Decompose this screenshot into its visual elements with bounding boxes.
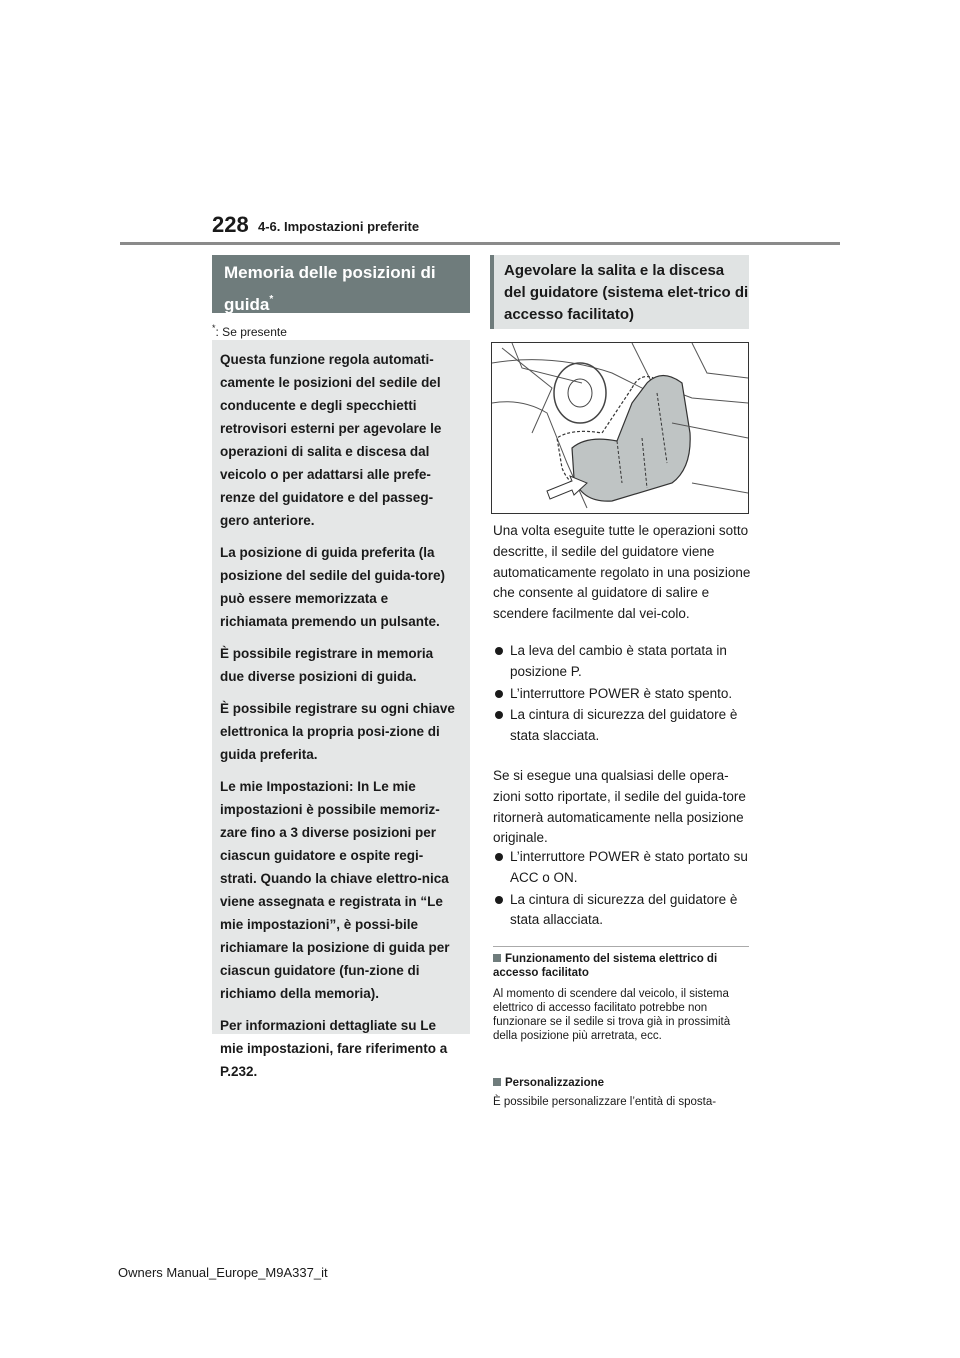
left-section-header	[212, 255, 470, 313]
list-item-text: La leva del cambio è stata portata in posizione P.	[510, 643, 727, 679]
bullet-list-1	[493, 641, 751, 747]
footnote-asterisk: *	[212, 323, 216, 333]
summary-paragraph: La posizione di guida preferita (la posizione del sedile del guida-tore) può essere memorizzata e richiamata premendo un pulsante.	[220, 545, 446, 629]
summary-box	[212, 340, 470, 1079]
intro-paragraph: Una volta eseguite tutte le operazioni sotto descritte, il sedile del guidatore viene automaticamente regolato in una posizione che consente al guidatore di salire e scendere facilmente dal vei-colo.	[493, 523, 751, 622]
bullet-list-2	[493, 847, 751, 931]
summary-paragraph: È possibile registrare su ogni chiave elettronica la propria posi-zione di guida preferita.	[220, 701, 455, 762]
title-asterisk: *	[269, 294, 274, 305]
note-1-text: Al momento di scendere dal veicolo, il sistema elettrico di accesso facilitato potrebbe non funzionare se il sedile si trova già in prossimità della posizione più arretrata, ecc.	[493, 988, 731, 1042]
section-title: 4-6. Impostazioni preferite	[258, 219, 420, 234]
list-item	[493, 641, 751, 683]
note-divider	[493, 946, 749, 947]
summary-paragraph: Per informazioni dettagliate su Le mie impostazioni, fare riferimento a P.232.	[220, 1018, 448, 1079]
right-section-header: Agevolare la salita e la discesa del guidatore (sistema elet-trico di accesso facilitato)	[490, 255, 749, 329]
square-bullet-icon	[493, 1078, 501, 1086]
footnote	[212, 323, 287, 339]
list-item-text: La cintura di sicurezza del guidatore è stata slacciata.	[510, 707, 738, 744]
footnote-text: : Se presente	[215, 325, 287, 339]
note-1-heading	[493, 952, 749, 980]
bullet-icon	[495, 853, 503, 861]
page-number: 228	[212, 212, 249, 237]
left-section-title: Memoria delle posizioni di guida	[224, 263, 436, 314]
note-2-text: È possibile personalizzare l’entità di sposta-	[493, 1096, 717, 1108]
list-item-text: La cintura di sicurezza del guidatore è stata allacciata.	[510, 891, 738, 928]
list-item	[493, 684, 751, 705]
right-header-accent	[490, 255, 494, 329]
list-item-text: L’interruttore POWER è stato spento.	[510, 685, 733, 701]
middle-paragraph: Se si esegue una qualsiasi delle opera-zioni sotto riportate, il sedile del guida-tore ritornerà automaticamente nella posizione originale.	[493, 768, 746, 846]
seat-illustration	[491, 342, 749, 514]
note-2-heading	[493, 1076, 749, 1090]
summary-paragraph: Le mie Impostazioni: In Le mie impostazioni è possibile memoriz-zare fino a 3 diverse posizioni per ciascun guidatore e ospite regi-strati. Quando la chiave elettro-nica viene assegnata e registrata in “Le mie impostazioni”, è possi-bile richiamare la posizione di guida per ciascun guidatore (fun-zione di richiamo della memoria).	[220, 779, 450, 1001]
footer-text: Owners Manual_Europe_M9A337_it	[118, 1265, 328, 1280]
bullet-icon	[495, 690, 503, 698]
bullet-icon	[495, 896, 503, 904]
bullet-icon	[495, 711, 503, 719]
bullet-icon	[495, 647, 503, 655]
note-1-title: Funzionamento del sistema elettrico di accesso facilitato	[493, 953, 718, 979]
summary-paragraph: È possibile registrare in memoria due diverse posizioni di guida.	[220, 646, 434, 684]
list-item	[493, 890, 751, 932]
square-bullet-icon	[493, 954, 501, 962]
middle-text	[493, 766, 751, 849]
header-rule	[120, 242, 840, 245]
intro-text	[493, 521, 751, 625]
list-item-text: L’interruttore POWER è stato portato su ACC o ON.	[510, 849, 748, 885]
list-item	[493, 705, 751, 747]
list-item	[493, 847, 751, 889]
summary-paragraph: Questa funzione regola automati-camente le posizioni del sedile del conducente e degli specchietti retrovisori esterni per agevolare le operazioni di salita e discesa dal veicolo o per adattarsi alle prefe-renze del guidatore e del passeg-gero anteriore.	[220, 352, 442, 528]
seat-drawing	[492, 343, 748, 513]
note-2-title: Personalizzazione	[505, 1077, 605, 1089]
